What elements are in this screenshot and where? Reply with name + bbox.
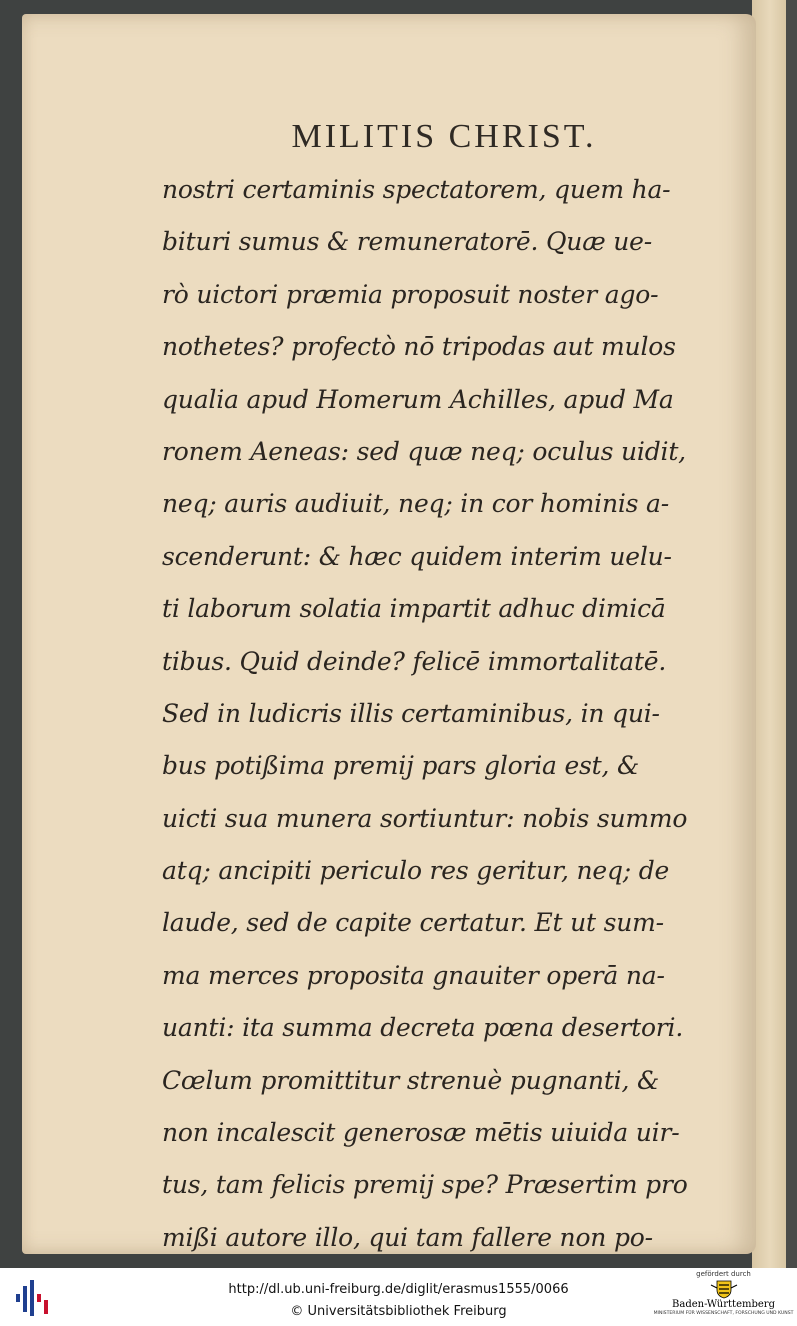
- running-head-text: MILITIS CHRIST.: [291, 118, 597, 155]
- text-line: uicti sua munera sortiuntur: nobis summo: [162, 803, 688, 833]
- sponsor-ministry: MINISTERIUM FÜR WISSENSCHAFT, FORSCHUNG UND KUNST: [653, 1311, 794, 1316]
- book-page: [22, 14, 756, 1254]
- text-line: uanti: ita summa decreta pœna desertori.: [162, 1013, 684, 1043]
- book-spine-shadow: [786, 0, 797, 1268]
- text-line: scenderunt: & hæc quidem interim uelu-: [162, 541, 672, 571]
- text-line: ronem Aeneas: sed quæ neq; oculus uidit,: [162, 436, 686, 466]
- text-line: nostri certaminis spectatorem, quem ha-: [162, 175, 671, 204]
- text-line: qualia apud Homerum Achilles, apud Ma: [162, 384, 674, 414]
- text-line: bus potißima premij pars gloria est, &: [162, 751, 640, 781]
- text-line: tus, tam felicis premij spe? Præsertim pro: [162, 1170, 688, 1200]
- text-line: ma merces proposita gnauiter operā na-: [162, 960, 665, 990]
- text-line: non incalescit generosæ mētis uiuida uir-: [162, 1118, 680, 1148]
- text-line: mißi autore illo, qui tam fallere non po-: [162, 1222, 653, 1252]
- coat-of-arms-icon: [650, 1279, 797, 1299]
- text-line: atq; ancipiti periculo res geritur, neq; de: [162, 856, 670, 886]
- text-block: [162, 164, 702, 1317]
- sponsor-state: Baden-Württemberg: [672, 1299, 775, 1310]
- footer-bar: [0, 1268, 797, 1326]
- text-line: bituri sumus & remuneratorē. Quæ ue-: [162, 227, 652, 257]
- sponsor-block: [650, 1270, 797, 1326]
- permalink-url[interactable]: http://dl.ub.uni-freiburg.de/diglit/erasmus1555/0066: [228, 1282, 569, 1297]
- text-line: ti laborum solatia impartit adhuc dimicā: [162, 594, 666, 624]
- text-line: laude, sed de capite certatur. Et ut sum-: [162, 908, 664, 938]
- sponsor-label: gefördert durch: [696, 1270, 751, 1278]
- text-line: Sed in ludicris illis certaminibus, in qui-: [162, 698, 660, 728]
- text-line: neq; auris audiuit, neq; in cor hominis a-: [162, 489, 669, 519]
- running-head: [22, 118, 756, 156]
- text-line: Cœlum promittitur strenuè pugnanti, &: [162, 1065, 660, 1095]
- copyright-notice: © Universitätsbibliothek Freiburg: [290, 1304, 507, 1319]
- text-line: tibus. Quid deinde? felicē immortalitatē.: [162, 646, 667, 676]
- text-line: rò uictori præmia proposuit noster ago-: [162, 279, 659, 309]
- text-line: nothetes? profectò nō tripodas aut mulos: [162, 332, 676, 362]
